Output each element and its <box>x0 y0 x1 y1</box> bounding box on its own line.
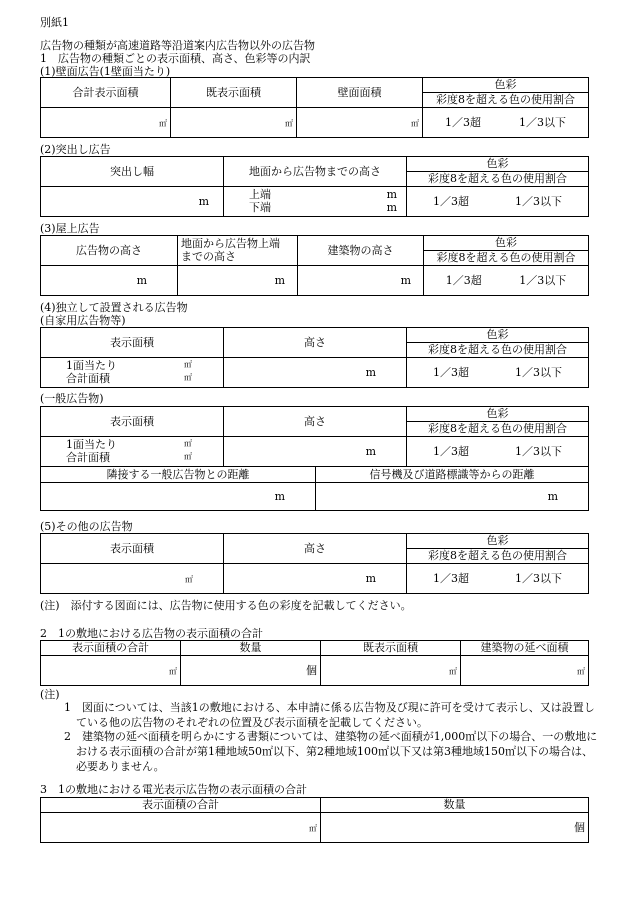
section-3-title: 3 1の敷地における電光表示広告物の表示面積の合計 <box>40 783 307 796</box>
general-ad-sublabel: (一般広告物) <box>40 392 104 405</box>
rooftop-ad-label: (3)屋上広告 <box>40 222 100 235</box>
ad-height-field[interactable]: m <box>41 266 178 296</box>
col-color: 色彩 <box>424 236 589 251</box>
color-ratio-field[interactable]: 1／3超 1／3以下 <box>424 266 589 296</box>
col-color: 色彩 <box>407 407 589 422</box>
col-ground-height: 地面から広告物までの高さ <box>224 157 407 187</box>
col-area-total: 表示面積の合計 <box>41 798 321 813</box>
wall-ad-label: (1)壁面広告(1壁面当たり) <box>40 65 171 78</box>
note-2: 2 建築物の延べ面積を明らかにする書類については、建築物の延べ面積が1,000㎡以下の場合、一の敷地における表示面積の合計が第1種地域50㎡以下、第2種地域100㎡以下又は第3種地域150㎡以下の場合は、必要ありません。 <box>64 730 598 773</box>
electric-ad-table <box>40 797 589 843</box>
col-saturation: 彩度8を超える色の使用割合 <box>407 549 589 564</box>
count-field[interactable]: 個 <box>181 656 321 686</box>
total-area-field[interactable]: ㎡ <box>41 108 171 138</box>
col-saturation: 彩度8を超える色の使用割合 <box>423 93 589 108</box>
col-height: 高さ <box>224 534 407 564</box>
area-total-field[interactable]: ㎡ <box>41 656 181 686</box>
display-area-field[interactable]: ㎡ <box>41 564 224 594</box>
color-ratio-field[interactable]: 1／3超 1／3以下 <box>423 108 589 138</box>
note-1: 1 図面については、当該1の敷地における、本申請に係る広告物及び現に許可を受けて表示し、又は設置している他の広告物のそれぞれの位置及び表示面積を記載してください。 <box>64 701 595 729</box>
own-ad-table <box>40 327 589 388</box>
count-field[interactable]: 個 <box>321 813 589 843</box>
projection-width-field[interactable]: m <box>41 187 224 217</box>
section-1-title: 1 広告物の種類ごとの表示面積、高さ、色彩等の内訳 <box>40 52 311 65</box>
col-color: 色彩 <box>407 157 589 172</box>
wall-ad-table <box>40 77 589 138</box>
col-top-height: 地面から広告物上端 までの高さ <box>178 236 298 266</box>
projecting-ad-label: (2)突出し広告 <box>40 143 111 156</box>
section-2-title: 2 1の敷地における広告物の表示面積の合計 <box>40 627 263 640</box>
col-color: 色彩 <box>407 328 589 343</box>
height-field[interactable]: m <box>224 564 407 594</box>
existing-area-field[interactable]: ㎡ <box>321 656 461 686</box>
display-area-field[interactable]: 1面当たり ㎡ 合計面積 ㎡ <box>41 358 224 388</box>
col-color: 色彩 <box>423 78 589 93</box>
signal-distance-field[interactable]: m <box>316 483 589 511</box>
adjacent-distance-field[interactable]: m <box>41 483 316 511</box>
col-count: 数量 <box>321 798 589 813</box>
height-top-bottom-field[interactable]: 上端 m 下端 m <box>224 187 407 217</box>
col-existing-area: 既表示面積 <box>171 78 297 108</box>
annex-label: 別紙1 <box>40 16 69 29</box>
col-adjacent-distance: 隣接する一般広告物との距離 <box>41 467 316 483</box>
col-building-height: 建築物の高さ <box>298 236 424 266</box>
color-ratio-field[interactable]: 1／3超 1／3以下 <box>407 437 589 467</box>
existing-area-field[interactable]: ㎡ <box>171 108 297 138</box>
col-height: 高さ <box>224 407 407 437</box>
projecting-ad-table <box>40 156 589 217</box>
col-area-total: 表示面積の合計 <box>41 641 181 656</box>
other-ad-table <box>40 533 589 594</box>
notes-label: (注) <box>40 688 60 701</box>
col-color: 色彩 <box>407 534 589 549</box>
floor-area-field[interactable]: ㎡ <box>461 656 589 686</box>
color-ratio-field[interactable]: 1／3超 1／3以下 <box>407 187 589 217</box>
col-projection-width: 突出し幅 <box>41 157 224 187</box>
col-saturation: 彩度8を超える色の使用割合 <box>407 343 589 358</box>
col-height: 高さ <box>224 328 407 358</box>
display-area-field[interactable]: 1面当たり ㎡ 合計面積 ㎡ <box>41 437 224 467</box>
color-note: (注) 添付する図面には、広告物に使用する色の彩度を記載してください。 <box>40 599 412 612</box>
standalone-ad-label: (4)独立して設置される広告物 <box>40 301 188 314</box>
col-display-area: 表示面積 <box>41 407 224 437</box>
area-total-field[interactable]: ㎡ <box>41 813 321 843</box>
col-display-area: 表示面積 <box>41 534 224 564</box>
color-ratio-field[interactable]: 1／3超 1／3以下 <box>407 564 589 594</box>
col-saturation: 彩度8を超える色の使用割合 <box>407 172 589 187</box>
wall-area-field[interactable]: ㎡ <box>297 108 423 138</box>
site-total-table <box>40 640 589 686</box>
col-signal-distance: 信号機及び道路標識等からの距離 <box>316 467 589 483</box>
col-display-area: 表示面積 <box>41 328 224 358</box>
col-saturation: 彩度8を超える色の使用割合 <box>424 251 589 266</box>
color-ratio-field[interactable]: 1／3超 1／3以下 <box>407 358 589 388</box>
rooftop-ad-table <box>40 235 589 296</box>
col-wall-area: 壁面面積 <box>297 78 423 108</box>
col-existing-area: 既表示面積 <box>321 641 461 656</box>
col-floor-area: 建築物の延べ面積 <box>461 641 589 656</box>
own-ad-sublabel: (自家用広告物等) <box>40 314 126 327</box>
col-saturation: 彩度8を超える色の使用割合 <box>407 422 589 437</box>
height-field[interactable]: m <box>224 437 407 467</box>
height-field[interactable]: m <box>224 358 407 388</box>
col-total-area: 合計表示面積 <box>41 78 171 108</box>
col-count: 数量 <box>181 641 321 656</box>
page-heading: 広告物の種類が高速道路等沿道案内広告物以外の広告物 <box>40 39 315 52</box>
top-height-field[interactable]: m <box>178 266 298 296</box>
building-height-field[interactable]: m <box>298 266 424 296</box>
general-ad-table <box>40 406 589 511</box>
col-ad-height: 広告物の高さ <box>41 236 178 266</box>
other-ad-label: (5)その他の広告物 <box>40 520 133 533</box>
